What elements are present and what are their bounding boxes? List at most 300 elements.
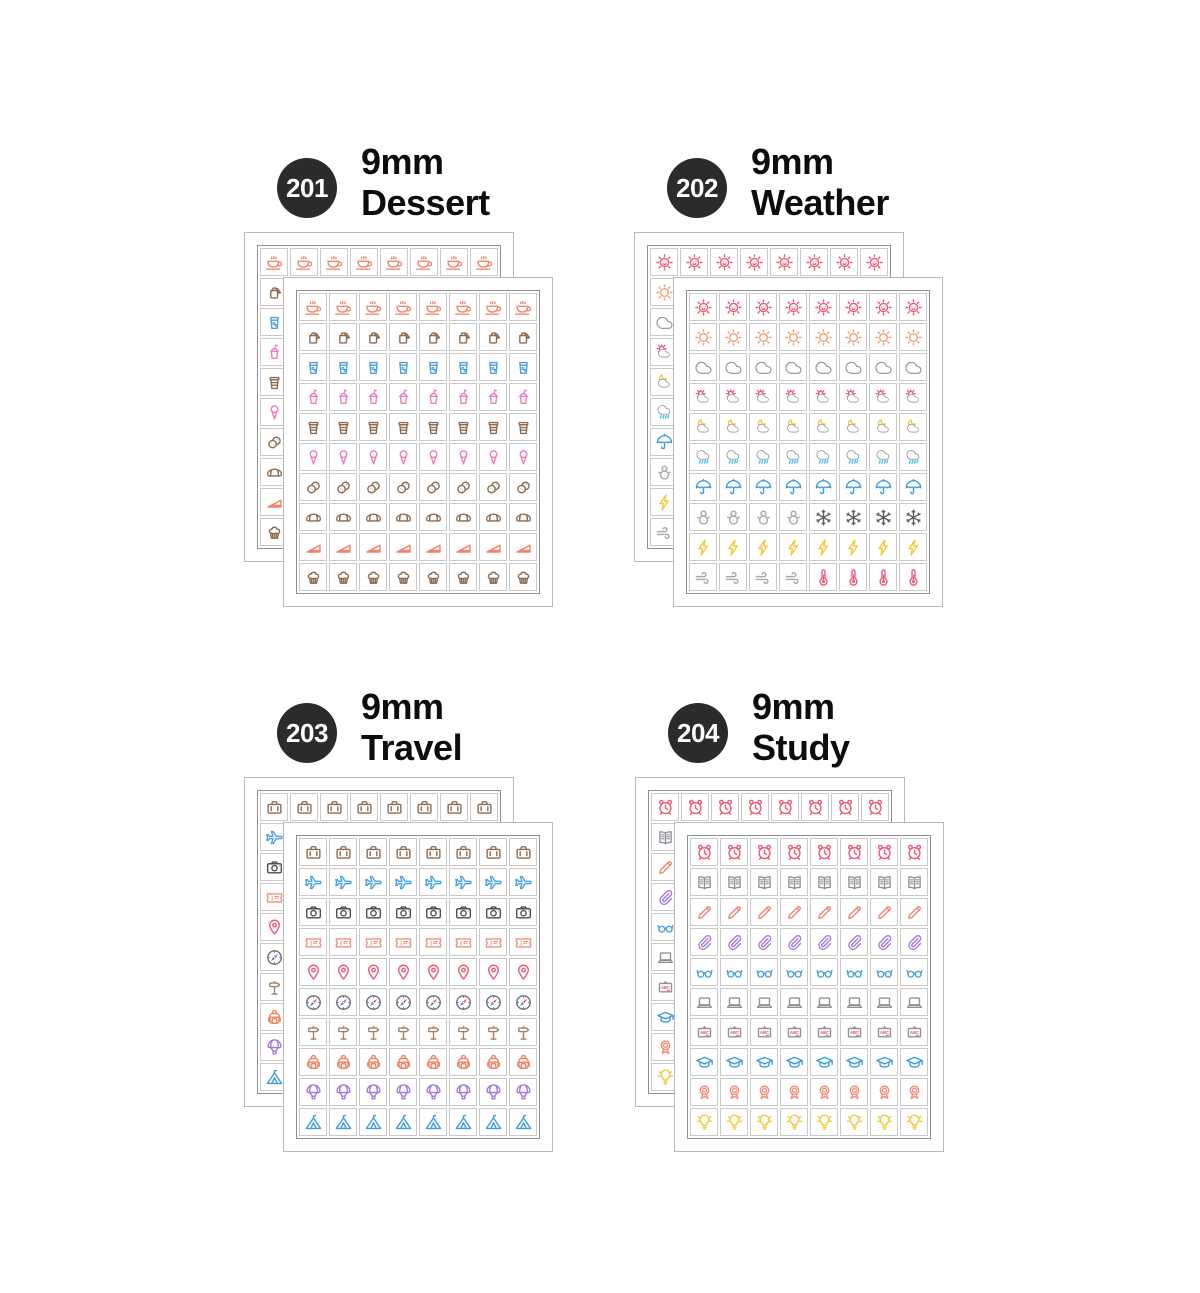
sticker-cell	[869, 323, 897, 351]
airplane-icon	[264, 827, 285, 848]
sticker-cell	[680, 248, 708, 276]
sticker-cell	[329, 898, 357, 926]
iced-drink-icon	[303, 357, 324, 378]
sticker-cell	[359, 838, 387, 866]
sticker-cell	[899, 533, 927, 561]
sticker-cell	[839, 293, 867, 321]
sun-face-icon	[783, 297, 804, 318]
sticker-cell	[719, 533, 747, 561]
map-pin-icon	[453, 962, 474, 983]
sticker-cell	[479, 383, 507, 411]
sticker-cell	[870, 928, 898, 956]
thermometer-icon	[843, 567, 864, 588]
moon-cloud-icon	[903, 417, 924, 438]
smoothie-icon	[264, 342, 285, 363]
svg-text:ABC: ABC	[789, 1029, 799, 1035]
sticker-cell	[359, 323, 387, 351]
sticker-cell	[359, 383, 387, 411]
sticker-cell	[779, 323, 807, 351]
product-card-204	[635, 686, 965, 1170]
sun-icon	[693, 327, 714, 348]
compass-icon	[264, 947, 285, 968]
suitcase-icon	[513, 842, 534, 863]
sticker-cell	[380, 248, 408, 276]
sticker-cell	[359, 988, 387, 1016]
icecream-cone-icon	[423, 447, 444, 468]
product-card-202	[634, 141, 964, 625]
sticker-cell	[299, 563, 327, 591]
sticker-cell	[359, 928, 387, 956]
glasses-icon	[655, 917, 676, 938]
sticker-cell	[869, 503, 897, 531]
sticker-cell	[359, 1018, 387, 1046]
tent-icon	[393, 1112, 414, 1133]
sticker-cell	[750, 1048, 778, 1076]
backpack-icon	[453, 1052, 474, 1073]
sticker-cell	[719, 413, 747, 441]
croissant-icon	[303, 507, 324, 528]
sticker-cell	[899, 323, 927, 351]
moon-cloud-icon	[654, 372, 675, 393]
sticker-cell	[509, 1018, 537, 1046]
signpost-icon	[333, 1022, 354, 1043]
suitcase-icon	[333, 842, 354, 863]
sticker-cell	[810, 988, 838, 1016]
airplane-icon	[393, 872, 414, 893]
sticker-cell	[749, 473, 777, 501]
alarm-clock-icon	[904, 842, 925, 863]
sticker-cell	[389, 1078, 417, 1106]
ticket-icon	[363, 932, 384, 953]
suitcase-icon	[384, 797, 405, 818]
sticker-cell	[840, 958, 868, 986]
sticker-cell	[509, 293, 537, 321]
wind-icon	[753, 567, 774, 588]
moon-cloud-icon	[873, 417, 894, 438]
snowflake-icon	[903, 507, 924, 528]
abc-board-icon	[754, 1022, 775, 1043]
sticker-cell	[509, 958, 537, 986]
snowflake-icon	[873, 507, 894, 528]
sticker-cell	[771, 793, 799, 821]
cookies-icon	[453, 477, 474, 498]
cake-slice-icon	[333, 537, 354, 558]
sticker-cell	[810, 1078, 838, 1106]
sticker-cell	[750, 1018, 778, 1046]
cake-slice-icon	[453, 537, 474, 558]
cookies-icon	[483, 477, 504, 498]
sticker-sheet-front	[673, 277, 943, 607]
laptop-icon	[844, 992, 865, 1013]
sticker-cell	[839, 503, 867, 531]
suitcase-icon	[393, 842, 414, 863]
teacup-icon	[294, 252, 315, 273]
sticker-cell	[419, 503, 447, 531]
cupcake-icon	[393, 567, 414, 588]
sticker-cell	[419, 353, 447, 381]
sticker-grid	[296, 290, 540, 594]
sticker-cell	[419, 533, 447, 561]
sun-icon	[813, 327, 834, 348]
snowflake-icon	[813, 507, 834, 528]
sticker-cell	[299, 503, 327, 531]
thermometer-icon	[873, 567, 894, 588]
sticker-cell	[870, 1018, 898, 1046]
sticker-cell	[380, 793, 408, 821]
alarm-clock-icon	[745, 797, 766, 818]
sun-cloud-icon	[654, 342, 675, 363]
sticker-cell	[690, 958, 718, 986]
sun-cloud-icon	[693, 387, 714, 408]
sticker-cell	[509, 868, 537, 896]
sticker-cell	[750, 988, 778, 1016]
sticker-cell	[840, 928, 868, 956]
teacup-icon	[483, 297, 504, 318]
svg-text:ABC: ABC	[909, 1029, 919, 1035]
sun-icon	[753, 327, 774, 348]
sticker-cell	[900, 1018, 928, 1046]
umbrella-icon	[723, 477, 744, 498]
backpack-icon	[363, 1052, 384, 1073]
sun-face-icon	[753, 297, 774, 318]
sun-face-icon	[804, 252, 825, 273]
sticker-sheet-front	[283, 822, 553, 1152]
sticker-cell	[419, 323, 447, 351]
compass-icon	[363, 992, 384, 1013]
sticker-cell	[419, 293, 447, 321]
ticket-icon	[393, 932, 414, 953]
sticker-cell	[389, 443, 417, 471]
sticker-cell	[900, 928, 928, 956]
teabag-icon	[303, 327, 324, 348]
togo-cup-icon	[363, 417, 384, 438]
compass-icon	[483, 992, 504, 1013]
sticker-cell	[899, 563, 927, 591]
sticker-cell	[419, 958, 447, 986]
bulb-icon	[754, 1112, 775, 1133]
sticker-cell	[350, 793, 378, 821]
sticker-cell	[449, 503, 477, 531]
camera-icon	[393, 902, 414, 923]
sticker-cell	[810, 868, 838, 896]
sticker-cell	[690, 1078, 718, 1106]
sticker-cell	[690, 1108, 718, 1136]
airplane-icon	[333, 872, 354, 893]
iced-drink-icon	[513, 357, 534, 378]
sticker-cell	[780, 838, 808, 866]
cupcake-icon	[303, 567, 324, 588]
sticker-cell	[870, 1108, 898, 1136]
sticker-cell	[780, 988, 808, 1016]
sticker-cell	[809, 353, 837, 381]
rain-cloud-icon	[843, 447, 864, 468]
sticker-cell	[419, 898, 447, 926]
sticker-cell	[359, 473, 387, 501]
sticker-cell	[870, 988, 898, 1016]
sticker-cell	[509, 898, 537, 926]
sticker-sheets	[244, 777, 554, 1157]
moon-cloud-icon	[753, 417, 774, 438]
sticker-cell	[749, 503, 777, 531]
sticker-cell	[779, 563, 807, 591]
medal-icon	[844, 1082, 865, 1103]
sticker-cell	[329, 353, 357, 381]
rain-cloud-icon	[753, 447, 774, 468]
sun-face-icon	[834, 252, 855, 273]
sticker-cell	[389, 928, 417, 956]
sun-face-icon	[873, 297, 894, 318]
sticker-cell	[509, 563, 537, 591]
sticker-cell	[719, 473, 747, 501]
sticker-cell	[509, 503, 537, 531]
sticker-cell	[359, 1108, 387, 1136]
sticker-cell	[389, 563, 417, 591]
sticker-cell	[900, 1048, 928, 1076]
lightning-icon	[723, 537, 744, 558]
togo-cup-icon	[453, 417, 474, 438]
sticker-cell	[690, 898, 718, 926]
sticker-cell	[449, 1048, 477, 1076]
cupcake-icon	[423, 567, 444, 588]
sticker-cell	[329, 928, 357, 956]
sticker-sheets	[634, 232, 944, 612]
pencil-icon	[694, 902, 715, 923]
sun-face-icon	[864, 252, 885, 273]
sticker-cell	[779, 473, 807, 501]
cloud-icon	[843, 357, 864, 378]
pencil-icon	[904, 902, 925, 923]
cookies-icon	[333, 477, 354, 498]
paperclip-icon	[754, 932, 775, 953]
backpack-icon	[513, 1052, 534, 1073]
sticker-cell	[900, 838, 928, 866]
sticker-cell	[419, 1108, 447, 1136]
moon-cloud-icon	[723, 417, 744, 438]
croissant-icon	[513, 507, 534, 528]
iced-drink-icon	[483, 357, 504, 378]
icecream-cone-icon	[303, 447, 324, 468]
sticker-cell	[509, 1108, 537, 1136]
sticker-cell	[449, 443, 477, 471]
croissant-icon	[393, 507, 414, 528]
croissant-icon	[483, 507, 504, 528]
sticker-cell	[780, 868, 808, 896]
sticker-cell	[899, 473, 927, 501]
product-card-201	[244, 141, 574, 625]
icecream-cone-icon	[483, 447, 504, 468]
sticker-cell	[410, 248, 438, 276]
product-card-203	[244, 686, 574, 1170]
moon-cloud-icon	[783, 417, 804, 438]
teacup-icon	[414, 252, 435, 273]
togo-cup-icon	[264, 372, 285, 393]
sticker-cell	[870, 958, 898, 986]
togo-cup-icon	[333, 417, 354, 438]
sticker-cell	[689, 323, 717, 351]
suitcase-icon	[423, 842, 444, 863]
sticker-cell	[389, 1048, 417, 1076]
sticker-cell	[720, 868, 748, 896]
sticker-cell	[809, 383, 837, 411]
sticker-cell	[320, 793, 348, 821]
sticker-cell	[689, 413, 717, 441]
teabag-icon	[393, 327, 414, 348]
sticker-cell	[810, 898, 838, 926]
cookies-icon	[393, 477, 414, 498]
sticker-cell	[869, 413, 897, 441]
sticker-cell	[419, 473, 447, 501]
sticker-cell	[810, 1018, 838, 1046]
sticker-cell	[780, 958, 808, 986]
svg-text:ABC: ABC	[759, 1029, 769, 1035]
sticker-cell	[299, 323, 327, 351]
sticker-cell	[869, 353, 897, 381]
sticker-cell	[389, 1018, 417, 1046]
camera-icon	[453, 902, 474, 923]
sticker-cell	[720, 1048, 748, 1076]
snowman-icon	[693, 507, 714, 528]
alarm-clock-icon	[835, 797, 856, 818]
sticker-cell	[449, 353, 477, 381]
airplane-icon	[483, 872, 504, 893]
sticker-cell	[419, 413, 447, 441]
suitcase-icon	[264, 797, 285, 818]
sticker-grid	[686, 290, 930, 594]
pencil-icon	[874, 902, 895, 923]
sticker-cell	[750, 958, 778, 986]
product-size-label: 9mm	[752, 686, 835, 727]
tent-icon	[423, 1112, 444, 1133]
sticker-cell	[359, 563, 387, 591]
lightning-icon	[654, 492, 675, 513]
sticker-cell	[329, 293, 357, 321]
sticker-cell	[419, 383, 447, 411]
sticker-cell	[690, 838, 718, 866]
sticker-cell	[869, 563, 897, 591]
sticker-cell	[779, 293, 807, 321]
sun-icon	[654, 282, 675, 303]
sticker-cell	[509, 383, 537, 411]
sticker-cell	[809, 563, 837, 591]
cloud-icon	[723, 357, 744, 378]
camera-icon	[363, 902, 384, 923]
abc-board-icon	[655, 977, 676, 998]
bulb-icon	[655, 1067, 676, 1088]
umbrella-icon	[654, 432, 675, 453]
sticker-cell	[359, 1078, 387, 1106]
icecream-cone-icon	[453, 447, 474, 468]
sticker-cell	[299, 898, 327, 926]
sticker-cell	[689, 503, 717, 531]
camera-icon	[264, 857, 285, 878]
rain-cloud-icon	[783, 447, 804, 468]
teacup-icon	[264, 252, 285, 273]
tent-icon	[483, 1112, 504, 1133]
sticker-cell	[779, 503, 807, 531]
sticker-cell	[831, 793, 859, 821]
sun-icon	[903, 327, 924, 348]
alarm-clock-icon	[715, 797, 736, 818]
sticker-cell	[389, 473, 417, 501]
iced-drink-icon	[333, 357, 354, 378]
sticker-cell	[509, 928, 537, 956]
sticker-cell	[350, 248, 378, 276]
sticker-cell	[449, 838, 477, 866]
sticker-cell	[479, 1048, 507, 1076]
sticker-cell	[329, 323, 357, 351]
sticker-cell	[779, 443, 807, 471]
sun-cloud-icon	[813, 387, 834, 408]
grad-cap-icon	[904, 1052, 925, 1073]
sticker-cell	[749, 413, 777, 441]
sticker-cell	[809, 533, 837, 561]
iced-drink-icon	[453, 357, 474, 378]
sticker-cell	[749, 533, 777, 561]
suitcase-icon	[483, 842, 504, 863]
sticker-cell	[260, 248, 288, 276]
sticker-cell	[750, 1108, 778, 1136]
rain-cloud-icon	[693, 447, 714, 468]
togo-cup-icon	[393, 417, 414, 438]
product-number: 204	[677, 717, 719, 748]
paperclip-icon	[724, 932, 745, 953]
sticker-cell	[870, 1048, 898, 1076]
moon-cloud-icon	[693, 417, 714, 438]
sticker-cell	[869, 383, 897, 411]
signpost-icon	[483, 1022, 504, 1043]
alarm-clock-icon	[865, 797, 886, 818]
sticker-cell	[809, 323, 837, 351]
glasses-icon	[874, 962, 895, 983]
snowman-icon	[753, 507, 774, 528]
parachute-icon	[363, 1082, 384, 1103]
sticker-cell	[299, 1018, 327, 1046]
sticker-cell	[719, 323, 747, 351]
sticker-cell	[509, 473, 537, 501]
bulb-icon	[724, 1112, 745, 1133]
abc-board-icon	[874, 1022, 895, 1043]
cookies-icon	[363, 477, 384, 498]
abc-board-icon	[724, 1022, 745, 1043]
sticker-cell	[359, 958, 387, 986]
cloud-icon	[873, 357, 894, 378]
signpost-icon	[393, 1022, 414, 1043]
sticker-cell	[449, 988, 477, 1016]
sticker-cell	[719, 383, 747, 411]
sticker-cell	[869, 473, 897, 501]
sticker-cell	[750, 838, 778, 866]
medal-icon	[814, 1082, 835, 1103]
sticker-cell	[479, 1078, 507, 1106]
sticker-cell	[780, 1108, 808, 1136]
sticker-sheets	[635, 777, 945, 1157]
map-pin-icon	[483, 962, 504, 983]
sticker-cell	[359, 293, 387, 321]
laptop-icon	[655, 947, 676, 968]
sticker-cell	[900, 898, 928, 926]
sticker-cell	[839, 413, 867, 441]
sticker-cell	[449, 1078, 477, 1106]
sticker-cell	[299, 473, 327, 501]
sticker-cell	[389, 868, 417, 896]
sticker-cell	[750, 868, 778, 896]
map-pin-icon	[333, 962, 354, 983]
croissant-icon	[423, 507, 444, 528]
sticker-cell	[449, 928, 477, 956]
suitcase-icon	[324, 797, 345, 818]
glasses-icon	[724, 962, 745, 983]
svg-text:ABC: ABC	[729, 1029, 739, 1035]
